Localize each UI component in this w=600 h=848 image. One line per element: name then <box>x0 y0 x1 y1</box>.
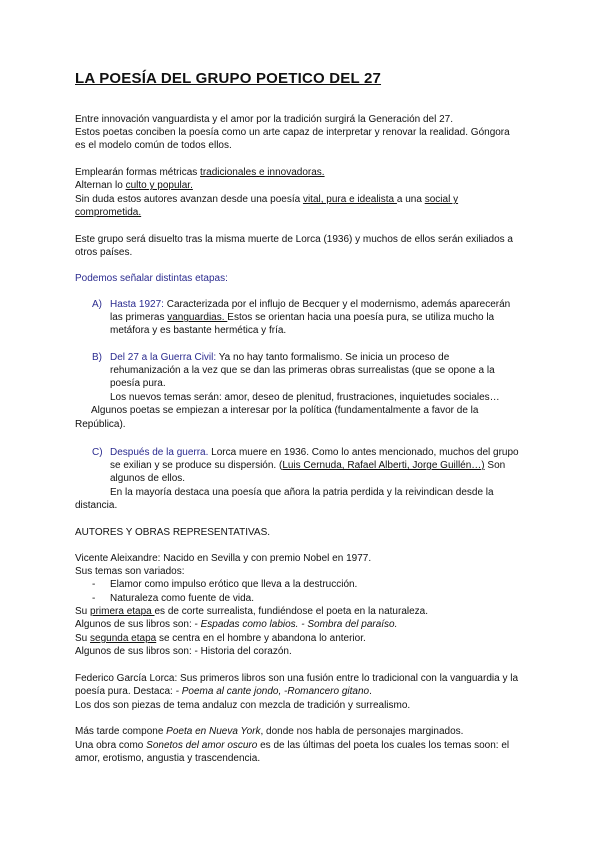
forms-line-2: Alternan lo culto y popular. <box>75 180 193 191</box>
stage-a-line-1: Hasta 1927: Caracterizada por el influjo de Becquer y el modernismo, además aparecerán <box>110 299 511 310</box>
page-title: LA POESÍA DEL GRUPO POETICO DEL 27 <box>75 70 382 87</box>
lorca-line-4: Más tarde compone Poeta en Nueva York, donde nos habla de personajes marginados. <box>75 726 464 737</box>
stage-c-line-5: distancia. <box>75 500 118 511</box>
lorca-line-6: amor, erotismo, angustia y trascendencia. <box>75 753 261 764</box>
intro-line-3: es el modelo común de todos ellos. <box>75 140 232 151</box>
stage-a-line-2: las primeras vanguardias. Estos se orientan hacia una poesía pura, se utiliza mucho la <box>110 312 495 323</box>
lorca-line-3: Los dos son piezas de tema andaluz con mezcla de tradición y surrealismo. <box>75 700 411 711</box>
lorca-line-1: Federico García Lorca: Sus primeros libros son una fusión entre lo tradicional con la vanguardia y la <box>75 673 519 684</box>
stage-b-line-3: poesía pura. <box>110 378 166 389</box>
stage-b-line-2: rehumanización a la vez que se dan las primeras obras surrealistas (que se opone a la <box>110 365 495 376</box>
stage-b-marker: B) <box>92 352 102 363</box>
stage-c-marker: C) <box>92 447 103 458</box>
aleixandre-bullet-1: Elamor como impulso erótico que lleva a la destrucción. <box>110 579 358 590</box>
bullet-dash: - <box>92 579 96 590</box>
intro-line-1: Entre innovación vanguardista y el amor por la tradición surgirá la Generación del 27. <box>75 114 453 125</box>
stage-a-marker: A) <box>92 299 102 310</box>
aleixandre-line-1: Vicente Aleixandre: Nacido en Sevilla y con premio Nobel en 1977. <box>75 553 372 564</box>
aleixandre-line-2: Sus temas son variados: <box>75 566 185 577</box>
stage-b-line-6: República). <box>75 419 126 430</box>
authors-heading: AUTORES Y OBRAS REPRESENTATIVAS. <box>75 527 271 538</box>
forms-line-3: Sin duda estos autores avanzan desde una poesía vital, pura e idealista a una social y <box>75 194 459 205</box>
stage-c-line-3: algunos de ellos. <box>110 473 186 484</box>
link-text: tradicionales e innovadoras. <box>200 167 325 178</box>
group-line-1: Este grupo será disuelto tras la misma muerte de Lorca (1936) y muchos de ellos serán exiliados a <box>75 234 513 245</box>
lorca-line-2: poesía pura. Destaca: - Poema al cante jondo, -Romancero gitano. <box>75 686 372 697</box>
stage-b-line-5: Algunos poetas se empiezan a interesar por la política (fundamentalmente a favor de la <box>91 405 479 416</box>
stage-c-line-2: se exilian y se produce su dispersión. (Luis Cernuda, Rafael Alberti, Jorge Guillén…) Son <box>110 460 506 471</box>
stages-heading: Podemos señalar distintas etapas: <box>75 273 228 284</box>
stage-b-line-1: Del 27 a la Guerra Civil: Ya no hay tanto formalismo. Se inicia un proceso de <box>110 352 450 363</box>
aleixandre-line-3: Su primera etapa es de corte surrealista, fundiéndose el poeta en la naturaleza. <box>75 606 429 617</box>
aleixandre-bullet-2: Naturaleza como fuente de vida. <box>110 593 254 604</box>
aleixandre-line-4: Algunos de sus libros son: - Espadas como labios. - Sombra del paraíso. <box>75 619 398 630</box>
forms-line-1: Emplearán formas métricas tradicionales e innovadoras. <box>75 167 325 178</box>
stage-c-line-1: Después de la guerra. Lorca muere en 1936. Como lo antes mencionado, muchos del grupo <box>110 447 519 458</box>
forms-line-4: comprometida. <box>75 207 142 218</box>
bullet-dash: - <box>92 593 96 604</box>
lorca-line-5: Una obra como Sonetos del amor oscuro es de las últimas del poeta los cuales los temas soon: el <box>75 740 510 751</box>
intro-line-2: Estos poetas conciben la poesía como un arte capaz de interpretar y renovar la realidad. Góngora <box>75 127 510 138</box>
stage-a-line-3: metáfora y es bastante hermética y fría. <box>110 325 287 336</box>
group-line-2: otros países. <box>75 247 133 258</box>
aleixandre-line-6: Algunos de sus libros son: - Historia del corazón. <box>75 646 292 657</box>
stage-b-line-4: Los nuevos temas serán: amor, deseo de plenitud, frustraciones, inquietudes sociales… <box>110 392 500 403</box>
stage-c-line-4: En la mayoría destaca una poesía que añora la patria perdida y la reivindican desde la <box>110 487 494 498</box>
aleixandre-line-5: Su segunda etapa se centra en el hombre y abandona lo anterior. <box>75 633 366 644</box>
